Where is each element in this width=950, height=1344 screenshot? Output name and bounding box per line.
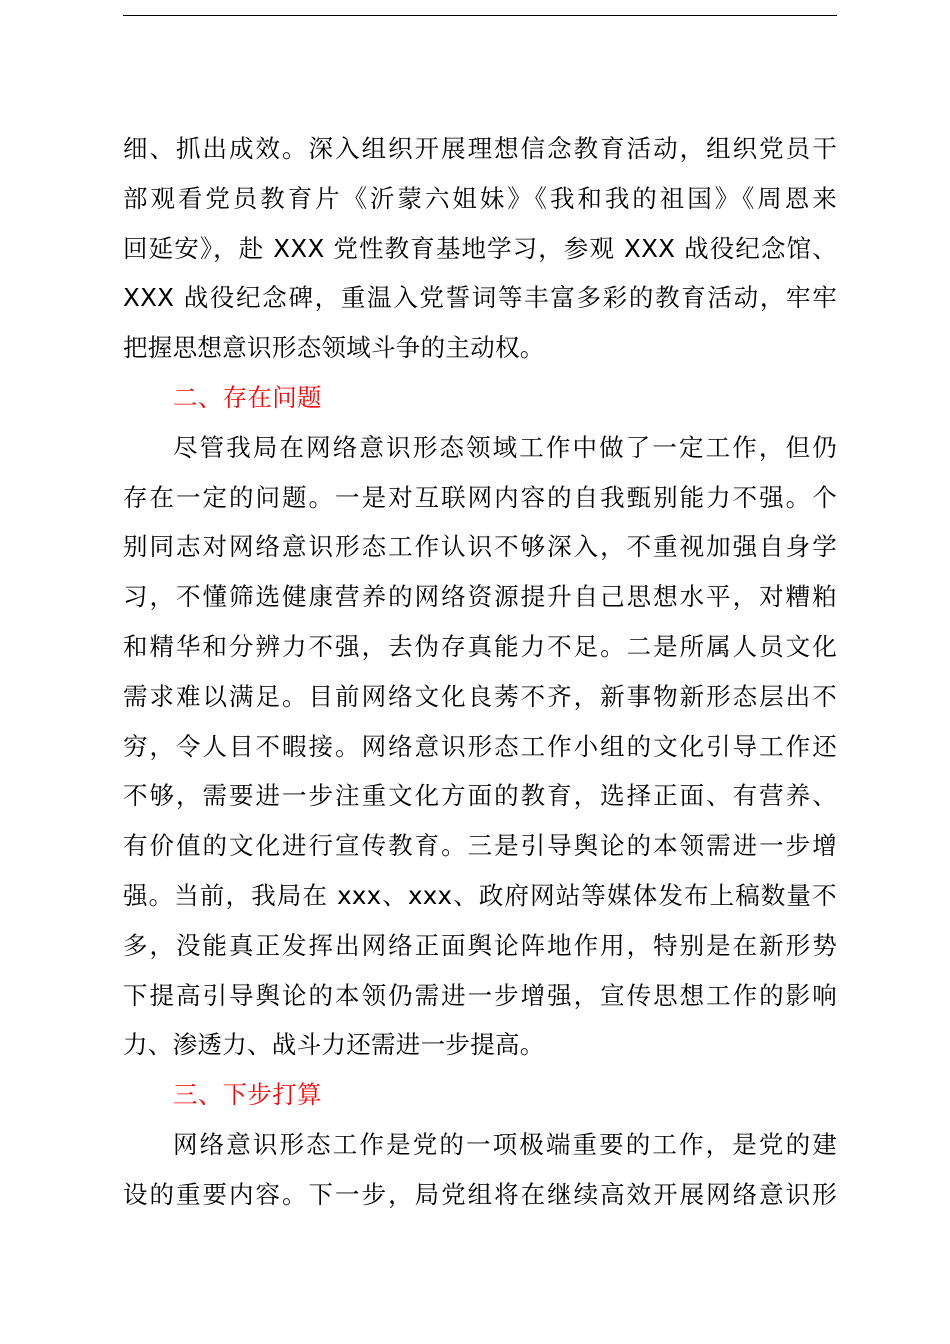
text-line: 设的重要内容。下一步，局党组将在继续高效开展网络意识形	[123, 1179, 837, 1209]
text-line: 力、渗透力、战斗力还需进一步提高。	[123, 1030, 545, 1060]
text-line: XXX 战役纪念碑，重温入党誓词等丰富多彩的教育活动，牢牢	[123, 283, 837, 313]
text-line: 强。当前，我局在 xxx、xxx、政府网站等媒体发布上稿数量不	[123, 880, 837, 910]
text-line: 需求难以满足。目前网络文化良莠不齐，新事物新形态层出不	[123, 681, 837, 711]
text-line: 下提高引导舆论的本领仍需进一步增强，宣传思想工作的影响	[123, 980, 837, 1010]
section-heading-problems: 二、存在问题	[173, 382, 322, 412]
text-line: 网络意识形态工作是党的一项极端重要的工作，是党的建	[173, 1129, 837, 1159]
problems-paragraph	[123, 423, 837, 1070]
header-rule	[123, 15, 837, 16]
document-body	[123, 124, 837, 1220]
text-line: 回延安》，赴 XXX 党性教育基地学习，参观 XXX 战役纪念馆、	[123, 233, 837, 263]
text-line: 尽管我局在网络意识形态领域工作中做了一定工作，但仍	[173, 432, 837, 462]
text-line: 和精华和分辨力不强，去伪存真能力不足。二是所属人员文化	[123, 631, 837, 661]
text-line: 别同志对网络意识形态工作认识不够深入，不重视加强自身学	[123, 532, 837, 562]
intro-paragraph	[123, 124, 837, 373]
text-line: 部观看党员教育片《沂蒙六姐妹》《我和我的祖国》《周恩来	[123, 183, 837, 213]
text-line: 穷，令人目不暇接。网络意识形态工作小组的文化引导工作还	[123, 731, 837, 761]
text-line: 存在一定的问题。一是对互联网内容的自我甄别能力不强。个	[123, 482, 837, 512]
text-line: 习，不懂筛选健康营养的网络资源提升自己思想水平，对糟粕	[123, 582, 837, 612]
text-line: 有价值的文化进行宣传教育。三是引导舆论的本领需进一步增	[123, 831, 837, 861]
text-line: 把握思想意识形态领域斗争的主动权。	[123, 333, 545, 363]
section-heading-next-steps: 三、下步打算	[173, 1080, 322, 1110]
text-line: 不够，需要进一步注重文化方面的教育，选择正面、有营养、	[123, 781, 837, 811]
text-line: 细、抓出成效。深入组织开展理想信念教育活动，组织党员干	[123, 134, 837, 163]
text-line: 多，没能真正发挥出网络正面舆论阵地作用，特别是在新形势	[123, 930, 837, 960]
next-steps-paragraph	[123, 1120, 837, 1220]
